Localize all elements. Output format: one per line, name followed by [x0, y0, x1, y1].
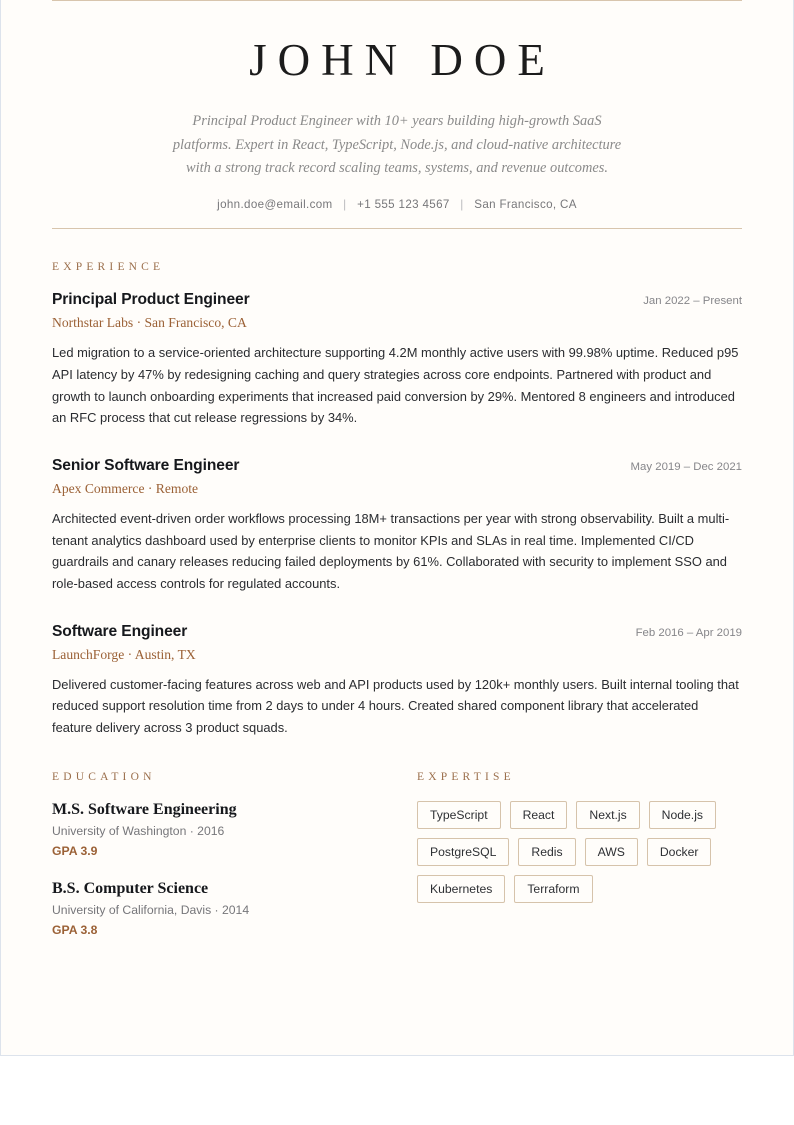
contact-phone[interactable]: +1 555 123 4567 — [357, 198, 450, 212]
education-gpa: GPA 3.9 — [52, 843, 98, 858]
skill-tag[interactable]: Kubernetes — [417, 875, 505, 903]
contact-line — [52, 198, 742, 211]
education-section — [52, 771, 366, 937]
job-company-location: Apex Commerce · Remote — [52, 480, 199, 496]
experience-item — [52, 457, 742, 595]
job-description: Led migration to a service-oriented architecture supporting 4.2M monthly active users with 99.98% uptime. Reduced p95 API latency by 47% by redesigning caching and query strategies across core endpoints. Partnered with product and growth to launch onboarding experiments that increased paid conversion by 29%. Mentored 8 engineers and introduced an RFC process that cut release regressions by 34%. — [52, 345, 739, 426]
job-title: Principal Product Engineer — [52, 291, 250, 309]
bottom-columns — [52, 739, 742, 937]
education-item — [52, 880, 366, 937]
skill-tag[interactable]: Docker — [647, 838, 712, 866]
section-heading-expertise: EXPERTISE — [417, 770, 515, 783]
experience-item-header — [52, 457, 742, 475]
skill-tag[interactable]: Next.js — [576, 801, 639, 829]
skill-tag[interactable]: React — [510, 801, 568, 829]
job-title: Senior Software Engineer — [52, 456, 240, 474]
page-title: JOHN DOE — [249, 35, 556, 85]
education-gpa: GPA 3.8 — [52, 922, 98, 937]
job-dates: Feb 2016 – Apr 2019 — [635, 626, 742, 639]
job-company-location: LaunchForge · Austin, TX — [52, 646, 196, 662]
education-school: University of California, Davis · 2014 — [52, 902, 250, 917]
contact-email[interactable]: john.doe@email.com — [217, 198, 333, 212]
experience-item-header — [52, 291, 742, 309]
section-heading-experience: EXPERIENCE — [52, 261, 165, 274]
skill-tag[interactable]: PostgreSQL — [417, 838, 509, 866]
experience-item-header — [52, 623, 742, 641]
education-item — [52, 801, 366, 858]
job-description: Architected event-driven order workflows processing 18M+ transactions per year with strong observability. Built a multi-tenant analytics dashboard used by enterprise clients to monitor KPIs and SLAs in real time. Implemented CI/CD guardrails and canary releases reducing failed deployments by 61%. Collaborated with security to implement SSO and role-based access controls for regulated accounts. — [52, 510, 730, 591]
job-description: Delivered customer-facing features across web and API products used by 120k+ monthly users. Built internal tooling that reduced support resolution time from 2 days to under 4 hours. Created shared component library that accelerated feature delivery across 3 product squads. — [52, 676, 739, 735]
contact-separator: | — [460, 198, 464, 212]
job-dates: Jan 2022 – Present — [643, 295, 742, 308]
skill-tag[interactable]: Node.js — [649, 801, 716, 829]
job-dates: May 2019 – Dec 2021 — [630, 460, 742, 473]
skill-tag[interactable]: Redis — [518, 838, 575, 866]
resume-header — [52, 0, 742, 229]
education-degree: B.S. Computer Science — [52, 879, 209, 897]
education-school: University of Washington · 2016 — [52, 823, 225, 838]
page-bottom-spacer — [52, 937, 742, 997]
expertise-section — [417, 771, 742, 937]
contact-location: San Francisco, CA — [474, 198, 577, 212]
section-heading-education: EDUCATION — [52, 770, 156, 783]
professional-summary: Principal Product Engineer with 10+ years building high-growth SaaS platforms. Expert in React, TypeScript, Node.js, and cloud-native architecture with a strong track record scaling teams, systems, and revenue outcomes. — [172, 113, 622, 176]
job-company-location: Northstar Labs · San Francisco, CA — [52, 315, 247, 331]
contact-separator: | — [343, 198, 347, 212]
skill-tag[interactable]: Terraform — [514, 875, 592, 903]
job-title: Software Engineer — [52, 622, 188, 640]
skill-tag[interactable]: AWS — [585, 838, 638, 866]
skill-tag[interactable]: TypeScript — [417, 801, 501, 829]
skill-tag-list — [417, 801, 742, 904]
experience-item — [52, 623, 742, 739]
experience-section — [52, 229, 742, 738]
experience-item — [52, 291, 742, 429]
education-degree: M.S. Software Engineering — [52, 800, 237, 818]
